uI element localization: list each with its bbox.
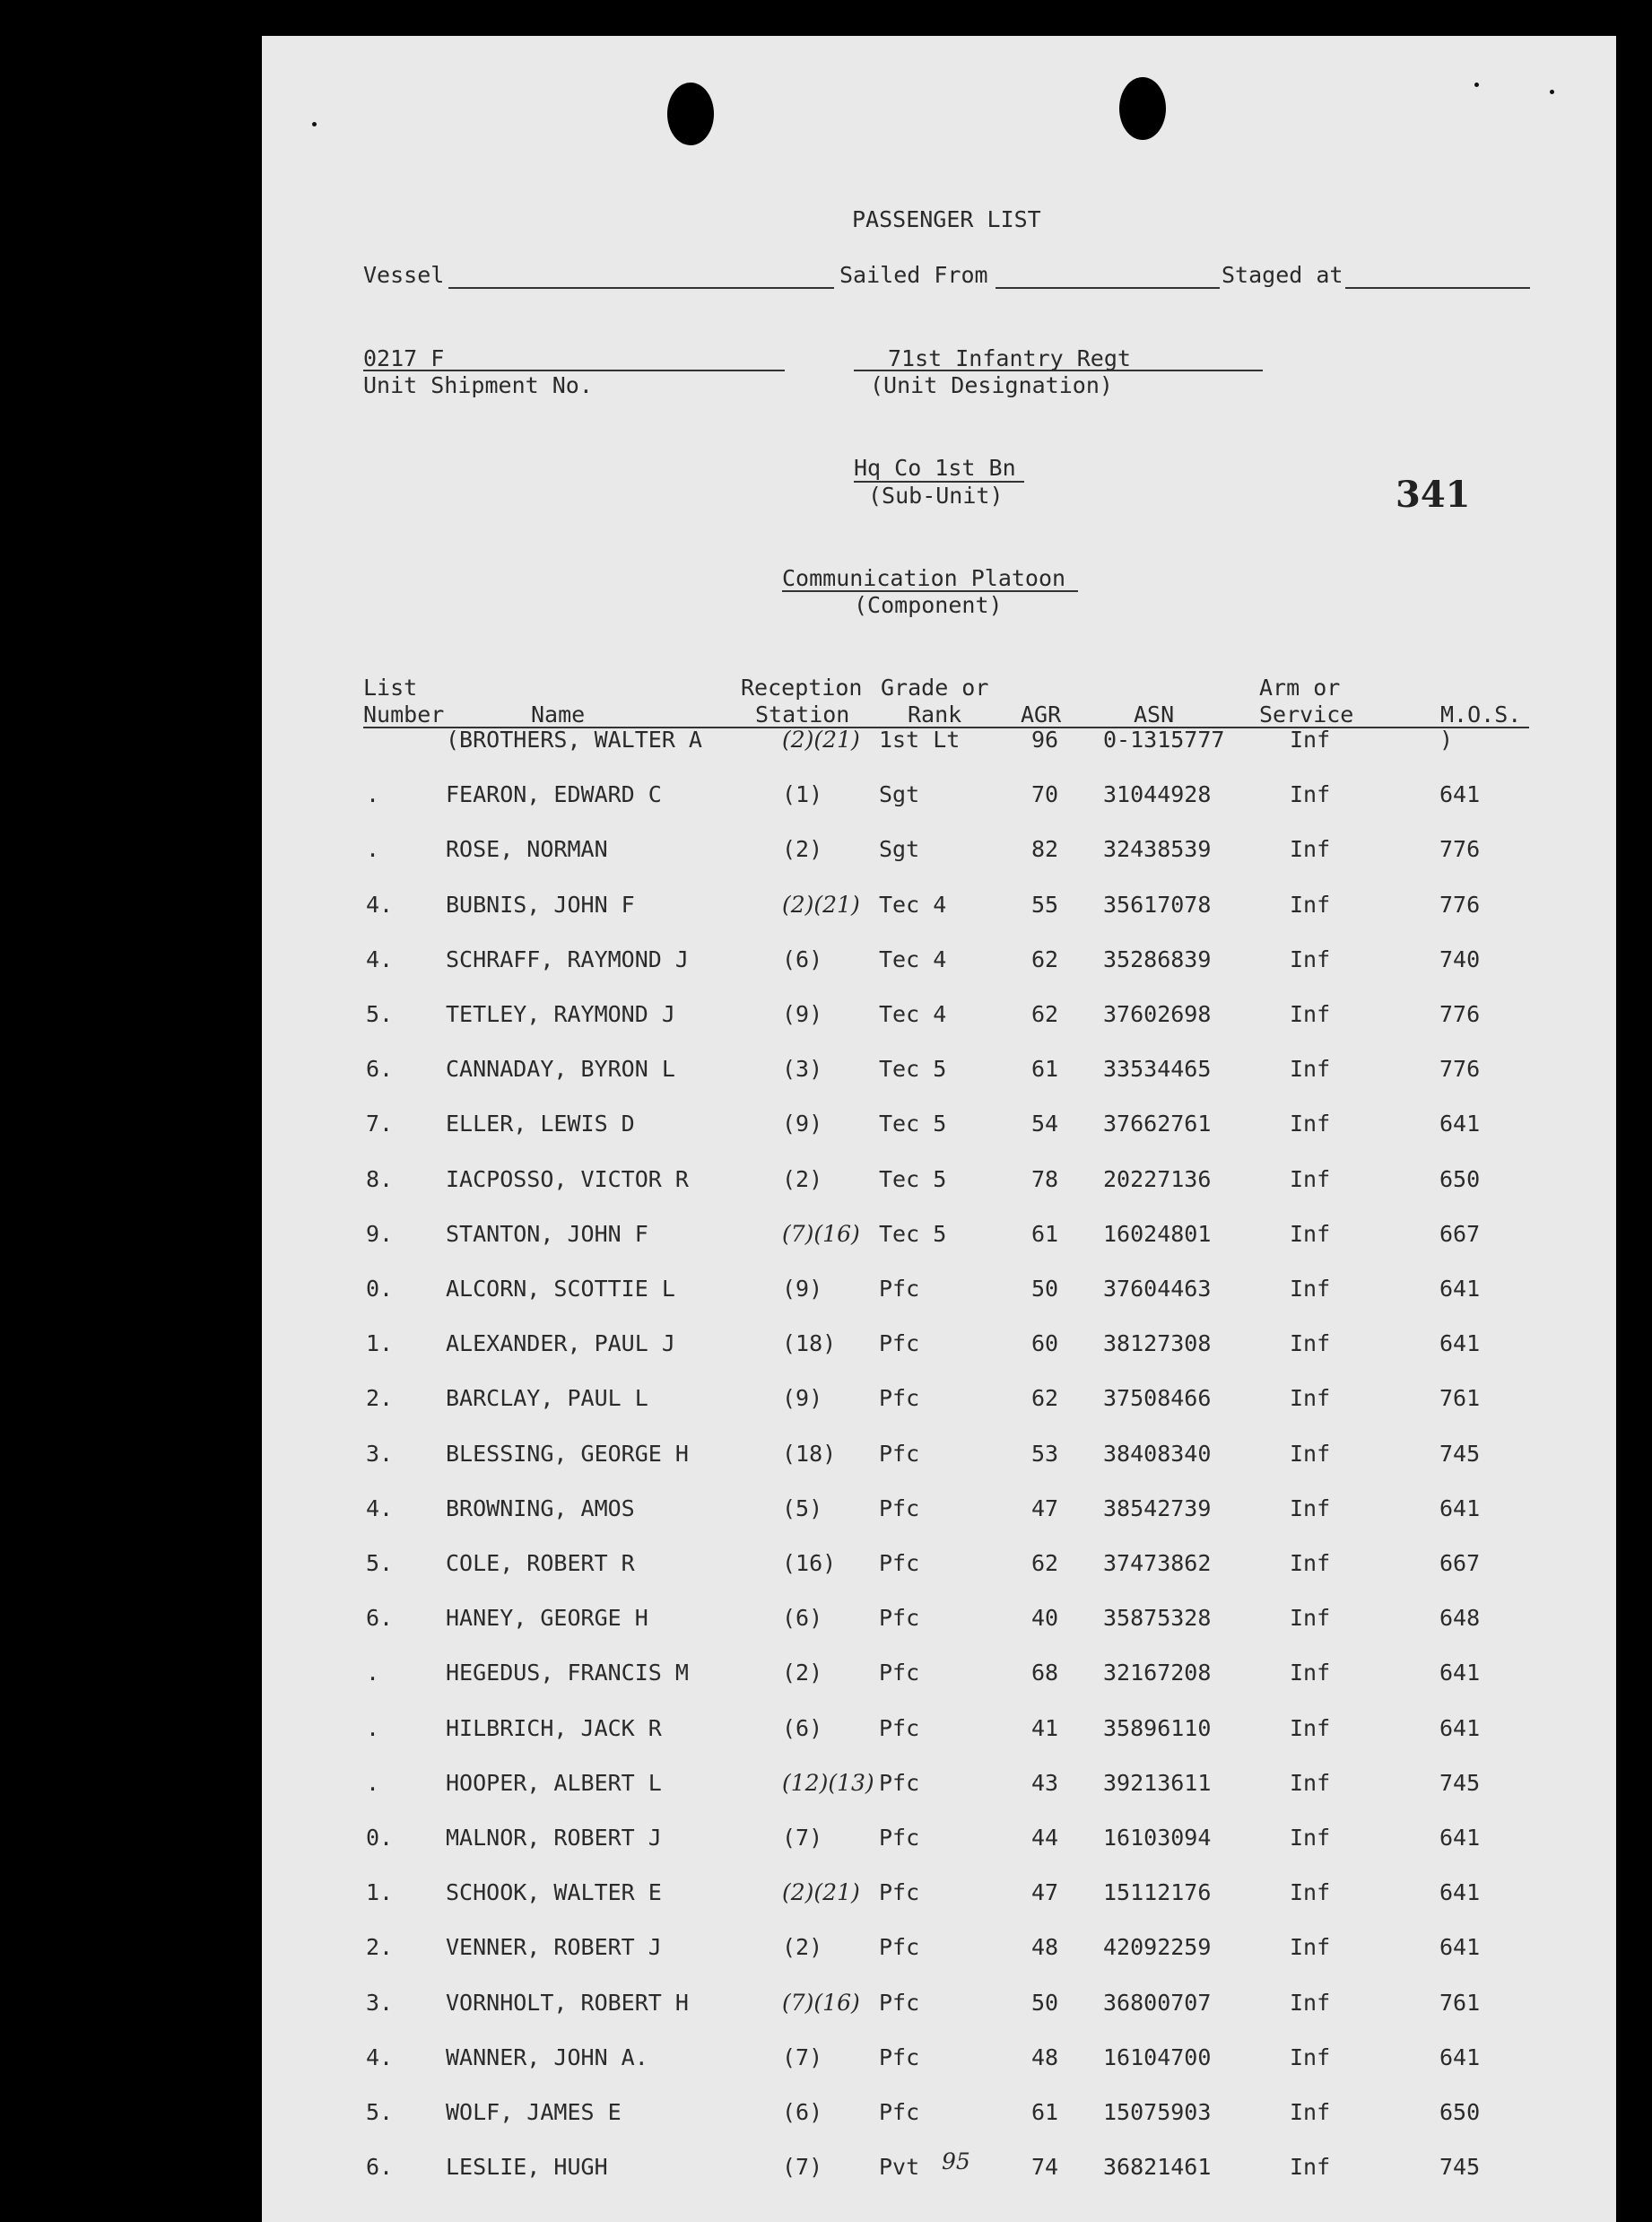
reception-station: (16) bbox=[782, 1550, 837, 1576]
list-number: 0. bbox=[366, 1276, 394, 1302]
mos: 641 bbox=[1439, 1714, 1481, 1741]
grade: Pfc bbox=[879, 1769, 920, 1796]
arm-service: Inf bbox=[1290, 1550, 1331, 1576]
shipment-label: Unit Shipment No. bbox=[363, 372, 593, 398]
grade: Pfc bbox=[879, 1494, 920, 1521]
table-row bbox=[0, 1001, 1652, 1037]
reception-station: (6) bbox=[782, 2099, 823, 2125]
passenger-name: ROSE, NORMAN bbox=[446, 836, 608, 863]
asn: 0-1315777 bbox=[1103, 727, 1225, 753]
mos: 776 bbox=[1439, 1056, 1481, 1083]
grade: Pfc bbox=[879, 1276, 920, 1302]
passenger-name: SCHRAFF, RAYMOND J bbox=[446, 945, 689, 972]
passenger-name: ALCORN, SCOTTIE L bbox=[446, 1276, 675, 1302]
reception-station: (7)(16) bbox=[782, 1989, 860, 2016]
grade: Tec 5 bbox=[879, 1220, 947, 1247]
arm-service: Inf bbox=[1290, 1165, 1331, 1192]
arm-service: Inf bbox=[1290, 1330, 1331, 1357]
passenger-name: MALNOR, ROBERT J bbox=[446, 1825, 662, 1851]
asn: 38408340 bbox=[1103, 1440, 1212, 1467]
passenger-name: SCHOOK, WALTER E bbox=[446, 1879, 662, 1906]
asn: 32438539 bbox=[1103, 836, 1212, 863]
reception-station: (5) bbox=[782, 1494, 823, 1521]
col-agr: AGR bbox=[1021, 701, 1062, 728]
passenger-name: BARCLAY, PAUL L bbox=[446, 1385, 648, 1412]
col-list-number-1: List bbox=[363, 675, 418, 701]
grade: Tec 4 bbox=[879, 1001, 947, 1027]
table-row bbox=[0, 2148, 1652, 2190]
mos: ) bbox=[1439, 727, 1454, 753]
table-row bbox=[0, 781, 1652, 817]
agr: 60 bbox=[1031, 1330, 1059, 1357]
handwritten-note: 95 bbox=[942, 2148, 970, 2175]
grade: Pfc bbox=[879, 1989, 920, 2016]
list-number: 6. bbox=[366, 1056, 394, 1083]
passenger-name: CANNADAY, BYRON L bbox=[446, 1056, 675, 1083]
agr: 48 bbox=[1031, 2043, 1059, 2070]
arm-service: Inf bbox=[1290, 891, 1331, 918]
asn: 35896110 bbox=[1103, 1714, 1212, 1741]
asn: 35286839 bbox=[1103, 945, 1212, 972]
asn: 35875328 bbox=[1103, 1605, 1212, 1632]
col-arm-1: Arm or bbox=[1259, 675, 1341, 701]
table-row bbox=[0, 1385, 1652, 1421]
component: Communication Platoon bbox=[782, 565, 1066, 591]
col-reception-2: Station bbox=[755, 701, 850, 728]
list-number: 6. bbox=[366, 2154, 394, 2181]
passenger-name: COLE, ROBERT R bbox=[446, 1550, 635, 1576]
list-number: 2. bbox=[366, 1385, 394, 1412]
grade: Tec 4 bbox=[879, 891, 947, 918]
passenger-name: HILBRICH, JACK R bbox=[446, 1714, 662, 1741]
arm-service: Inf bbox=[1290, 1660, 1331, 1686]
reception-station: (7) bbox=[782, 2154, 823, 2181]
reception-station: (6) bbox=[782, 1605, 823, 1632]
vessel-line bbox=[448, 287, 834, 289]
vessel-label: Vessel bbox=[363, 262, 445, 288]
asn: 32167208 bbox=[1103, 1660, 1212, 1686]
grade: 1st Lt bbox=[879, 727, 961, 753]
table-row bbox=[0, 1330, 1652, 1366]
list-number: 4. bbox=[366, 1494, 394, 1521]
agr: 43 bbox=[1031, 1769, 1059, 1796]
agr: 68 bbox=[1031, 1660, 1059, 1686]
arm-service: Inf bbox=[1290, 1934, 1331, 1961]
table-row bbox=[0, 2044, 1652, 2080]
list-number: 8. bbox=[366, 1165, 394, 1192]
grade: Pvt bbox=[879, 2154, 920, 2181]
table-row bbox=[0, 1221, 1652, 1257]
table-row bbox=[0, 1990, 1652, 2026]
grade: Pfc bbox=[879, 1550, 920, 1576]
mos: 740 bbox=[1439, 945, 1481, 972]
passenger-name: HOOPER, ALBERT L bbox=[446, 1769, 662, 1796]
agr: 47 bbox=[1031, 1879, 1059, 1906]
asn: 38542739 bbox=[1103, 1494, 1212, 1521]
passenger-name: WOLF, JAMES E bbox=[446, 2099, 622, 2125]
mos: 776 bbox=[1439, 1001, 1481, 1027]
mos: 641 bbox=[1439, 1276, 1481, 1302]
agr: 48 bbox=[1031, 1934, 1059, 1961]
list-number: 2. bbox=[366, 1934, 394, 1961]
speck bbox=[312, 122, 317, 126]
mos: 745 bbox=[1439, 2154, 1481, 2181]
agr: 78 bbox=[1031, 1165, 1059, 1192]
grade: Pfc bbox=[879, 2043, 920, 2070]
reception-station: (9) bbox=[782, 1276, 823, 1302]
grade: Pfc bbox=[879, 1605, 920, 1632]
unit-designation-line bbox=[854, 370, 1263, 371]
grade: Pfc bbox=[879, 1660, 920, 1686]
list-number: 1. bbox=[366, 1330, 394, 1357]
sub-unit-label: (Sub-Unit) bbox=[868, 483, 1004, 509]
asn: 37508466 bbox=[1103, 1385, 1212, 1412]
reception-station: (2)(21) bbox=[782, 891, 860, 918]
grade: Pfc bbox=[879, 1825, 920, 1851]
table-row bbox=[0, 892, 1652, 928]
mos: 745 bbox=[1439, 1440, 1481, 1467]
asn: 31044928 bbox=[1103, 781, 1212, 808]
shipment-number: 0217 F bbox=[363, 345, 445, 371]
list-number: 7. bbox=[366, 1111, 394, 1137]
asn: 15075903 bbox=[1103, 2099, 1212, 2125]
agr: 82 bbox=[1031, 836, 1059, 863]
reception-station: (9) bbox=[782, 1111, 823, 1137]
mos: 776 bbox=[1439, 891, 1481, 918]
mos: 761 bbox=[1439, 1989, 1481, 2016]
table-row bbox=[0, 727, 1652, 762]
arm-service: Inf bbox=[1290, 836, 1331, 863]
table-row bbox=[0, 1550, 1652, 1586]
reception-station: (2) bbox=[782, 836, 823, 863]
reception-station: (2)(21) bbox=[782, 1879, 860, 1906]
table-row bbox=[0, 1495, 1652, 1531]
mos: 641 bbox=[1439, 1330, 1481, 1357]
asn: 15112176 bbox=[1103, 1879, 1212, 1906]
reception-station: (12)(13) bbox=[782, 1769, 874, 1796]
mos: 641 bbox=[1439, 1934, 1481, 1961]
grade: Sgt bbox=[879, 836, 920, 863]
list-number: 4. bbox=[366, 891, 394, 918]
reception-station: (18) bbox=[782, 1440, 837, 1467]
asn: 42092259 bbox=[1103, 1934, 1212, 1961]
grade: Pfc bbox=[879, 1934, 920, 1961]
agr: 54 bbox=[1031, 1111, 1059, 1137]
col-grade-2: Rank bbox=[908, 701, 962, 728]
list-number: 4. bbox=[366, 945, 394, 972]
table-row bbox=[0, 1605, 1652, 1641]
arm-service: Inf bbox=[1290, 2099, 1331, 2125]
arm-service: Inf bbox=[1290, 727, 1331, 753]
arm-service: Inf bbox=[1290, 1879, 1331, 1906]
mos: 641 bbox=[1439, 781, 1481, 808]
passenger-name: TETLEY, RAYMOND J bbox=[446, 1001, 675, 1027]
mos: 648 bbox=[1439, 1605, 1481, 1632]
mos: 745 bbox=[1439, 1769, 1481, 1796]
reception-station: (2)(21) bbox=[782, 727, 860, 753]
grade: Tec 5 bbox=[879, 1165, 947, 1192]
asn: 39213611 bbox=[1103, 1769, 1212, 1796]
speck bbox=[1474, 83, 1479, 87]
mos: 641 bbox=[1439, 2043, 1481, 2070]
passenger-name: BUBNIS, JOHN F bbox=[446, 891, 635, 918]
grade: Pfc bbox=[879, 1440, 920, 1467]
passenger-name: FEARON, EDWARD C bbox=[446, 781, 662, 808]
grade: Pfc bbox=[879, 1714, 920, 1741]
agr: 70 bbox=[1031, 781, 1059, 808]
agr: 61 bbox=[1031, 1056, 1059, 1083]
agr: 50 bbox=[1031, 1989, 1059, 2016]
list-number: 0. bbox=[366, 1825, 394, 1851]
asn: 16024801 bbox=[1103, 1220, 1212, 1247]
staged-at-label: Staged at bbox=[1222, 262, 1343, 288]
list-number: 9. bbox=[366, 1220, 394, 1247]
reception-station: (2) bbox=[782, 1165, 823, 1192]
list-number: 3. bbox=[366, 1989, 394, 2016]
arm-service: Inf bbox=[1290, 1385, 1331, 1412]
passenger-name: STANTON, JOHN F bbox=[446, 1220, 648, 1247]
arm-service: Inf bbox=[1290, 1111, 1331, 1137]
reception-station: (2) bbox=[782, 1660, 823, 1686]
asn: 37604463 bbox=[1103, 1276, 1212, 1302]
mos: 641 bbox=[1439, 1879, 1481, 1906]
table-row bbox=[0, 1441, 1652, 1477]
col-asn: ASN bbox=[1134, 701, 1175, 728]
passenger-name: BLESSING, GEORGE H bbox=[446, 1440, 689, 1467]
mos: 667 bbox=[1439, 1550, 1481, 1576]
list-number: . bbox=[366, 781, 380, 808]
asn: 20227136 bbox=[1103, 1165, 1212, 1192]
col-name: Name bbox=[531, 701, 586, 728]
shipment-line bbox=[363, 370, 785, 371]
arm-service: Inf bbox=[1290, 781, 1331, 808]
arm-service: Inf bbox=[1290, 1276, 1331, 1302]
col-grade-1: Grade or bbox=[881, 675, 989, 701]
asn: 36800707 bbox=[1103, 1989, 1212, 2016]
list-number: . bbox=[366, 1769, 380, 1796]
col-reception-1: Reception bbox=[741, 675, 863, 701]
reception-station: (1) bbox=[782, 781, 823, 808]
table-row bbox=[0, 1879, 1652, 1915]
list-number: 6. bbox=[366, 1605, 394, 1632]
passenger-name: HANEY, GEORGE H bbox=[446, 1605, 648, 1632]
mos: 641 bbox=[1439, 1825, 1481, 1851]
arm-service: Inf bbox=[1290, 1440, 1331, 1467]
agr: 47 bbox=[1031, 1494, 1059, 1521]
staged-at-line bbox=[1345, 287, 1530, 289]
mos: 641 bbox=[1439, 1111, 1481, 1137]
asn: 35617078 bbox=[1103, 891, 1212, 918]
reception-station: (6) bbox=[782, 1714, 823, 1741]
mos: 641 bbox=[1439, 1660, 1481, 1686]
asn: 16104700 bbox=[1103, 2043, 1212, 2070]
unit-designation-label: (Unit Designation) bbox=[870, 372, 1113, 398]
list-number: 5. bbox=[366, 2099, 394, 2125]
agr: 62 bbox=[1031, 1550, 1059, 1576]
table-row bbox=[0, 1770, 1652, 1806]
grade: Pfc bbox=[879, 1879, 920, 1906]
arm-service: Inf bbox=[1290, 1494, 1331, 1521]
list-number: . bbox=[366, 1660, 380, 1686]
table-row bbox=[0, 836, 1652, 872]
reception-station: (9) bbox=[782, 1001, 823, 1027]
asn: 37662761 bbox=[1103, 1111, 1212, 1137]
grade: Tec 5 bbox=[879, 1111, 947, 1137]
arm-service: Inf bbox=[1290, 945, 1331, 972]
page-number-stamp: 341 bbox=[1396, 474, 1471, 516]
table-row bbox=[0, 2099, 1652, 2135]
table-row bbox=[0, 1660, 1652, 1695]
passenger-name: VORNHOLT, ROBERT H bbox=[446, 1989, 689, 2016]
agr: 55 bbox=[1031, 891, 1059, 918]
passenger-name: VENNER, ROBERT J bbox=[446, 1934, 662, 1961]
agr: 62 bbox=[1031, 1001, 1059, 1027]
passenger-name: LESLIE, HUGH bbox=[446, 2154, 608, 2181]
mos: 667 bbox=[1439, 1220, 1481, 1247]
arm-service: Inf bbox=[1290, 1220, 1331, 1247]
grade: Pfc bbox=[879, 1385, 920, 1412]
reception-station: (3) bbox=[782, 1056, 823, 1083]
reception-station: (18) bbox=[782, 1330, 837, 1357]
document-title: PASSENGER LIST bbox=[852, 206, 1041, 232]
passenger-name: ELLER, LEWIS D bbox=[446, 1111, 635, 1137]
agr: 62 bbox=[1031, 945, 1059, 972]
arm-service: Inf bbox=[1290, 2154, 1331, 2181]
table-row bbox=[0, 1111, 1652, 1146]
agr: 41 bbox=[1031, 1714, 1059, 1741]
agr: 74 bbox=[1031, 2154, 1059, 2181]
sub-unit: Hq Co 1st Bn bbox=[854, 455, 1016, 481]
mos: 776 bbox=[1439, 836, 1481, 863]
list-number: . bbox=[366, 836, 380, 863]
asn: 37602698 bbox=[1103, 1001, 1212, 1027]
mos: 761 bbox=[1439, 1385, 1481, 1412]
passenger-name: WANNER, JOHN A. bbox=[446, 2043, 648, 2070]
arm-service: Inf bbox=[1290, 1056, 1331, 1083]
agr: 61 bbox=[1031, 2099, 1059, 2125]
arm-service: Inf bbox=[1290, 1001, 1331, 1027]
unit-designation: 71st Infantry Regt bbox=[888, 345, 1131, 371]
asn: 16103094 bbox=[1103, 1825, 1212, 1851]
reception-station: (6) bbox=[782, 945, 823, 972]
col-arm-2: Service bbox=[1259, 701, 1354, 728]
punch-hole-left bbox=[667, 83, 714, 145]
table-row bbox=[0, 1276, 1652, 1311]
asn: 37473862 bbox=[1103, 1550, 1212, 1576]
table-row bbox=[0, 946, 1652, 982]
table-row bbox=[0, 1715, 1652, 1751]
table-row bbox=[0, 1934, 1652, 1970]
reception-station: (2) bbox=[782, 1934, 823, 1961]
arm-service: Inf bbox=[1290, 2043, 1331, 2070]
punch-hole-right bbox=[1119, 77, 1166, 140]
table-row bbox=[0, 1825, 1652, 1860]
passenger-name: BROWNING, AMOS bbox=[446, 1494, 635, 1521]
passenger-name: IACPOSSO, VICTOR R bbox=[446, 1165, 689, 1192]
col-list-number-2: Number bbox=[363, 701, 445, 728]
list-number: 4. bbox=[366, 2043, 394, 2070]
reception-station: (7) bbox=[782, 2043, 823, 2070]
agr: 62 bbox=[1031, 1385, 1059, 1412]
asn: 38127308 bbox=[1103, 1330, 1212, 1357]
sailed-from-line bbox=[996, 287, 1220, 289]
list-number: 1. bbox=[366, 1879, 394, 1906]
mos: 650 bbox=[1439, 2099, 1481, 2125]
list-number: 3. bbox=[366, 1440, 394, 1467]
grade: Sgt bbox=[879, 781, 920, 808]
list-number: 5. bbox=[366, 1550, 394, 1576]
arm-service: Inf bbox=[1290, 1825, 1331, 1851]
agr: 50 bbox=[1031, 1276, 1059, 1302]
table-row bbox=[0, 1166, 1652, 1202]
arm-service: Inf bbox=[1290, 1714, 1331, 1741]
reception-station: (7)(16) bbox=[782, 1220, 860, 1247]
list-number: . bbox=[366, 1714, 380, 1741]
arm-service: Inf bbox=[1290, 1605, 1331, 1632]
table-row bbox=[0, 1056, 1652, 1092]
grade: Pfc bbox=[879, 2099, 920, 2125]
grade: Tec 5 bbox=[879, 1056, 947, 1083]
agr: 96 bbox=[1031, 727, 1059, 753]
passenger-name: (BROTHERS, WALTER A bbox=[446, 727, 702, 753]
sailed-from-label: Sailed From bbox=[839, 262, 988, 288]
list-number: 5. bbox=[366, 1001, 394, 1027]
component-label: (Component) bbox=[854, 592, 1003, 618]
mos: 650 bbox=[1439, 1165, 1481, 1192]
passenger-name: ALEXANDER, PAUL J bbox=[446, 1330, 675, 1357]
agr: 61 bbox=[1031, 1220, 1059, 1247]
reception-station: (7) bbox=[782, 1825, 823, 1851]
reception-station: (9) bbox=[782, 1385, 823, 1412]
asn: 36821461 bbox=[1103, 2154, 1212, 2181]
grade: Pfc bbox=[879, 1330, 920, 1357]
asn: 33534465 bbox=[1103, 1056, 1212, 1083]
col-mos: M.O.S. bbox=[1440, 701, 1522, 728]
mos: 641 bbox=[1439, 1494, 1481, 1521]
passenger-name: HEGEDUS, FRANCIS M bbox=[446, 1660, 689, 1686]
arm-service: Inf bbox=[1290, 1989, 1331, 2016]
agr: 53 bbox=[1031, 1440, 1059, 1467]
agr: 44 bbox=[1031, 1825, 1059, 1851]
grade: Tec 4 bbox=[879, 945, 947, 972]
speck bbox=[1550, 90, 1554, 94]
arm-service: Inf bbox=[1290, 1769, 1331, 1796]
agr: 40 bbox=[1031, 1605, 1059, 1632]
